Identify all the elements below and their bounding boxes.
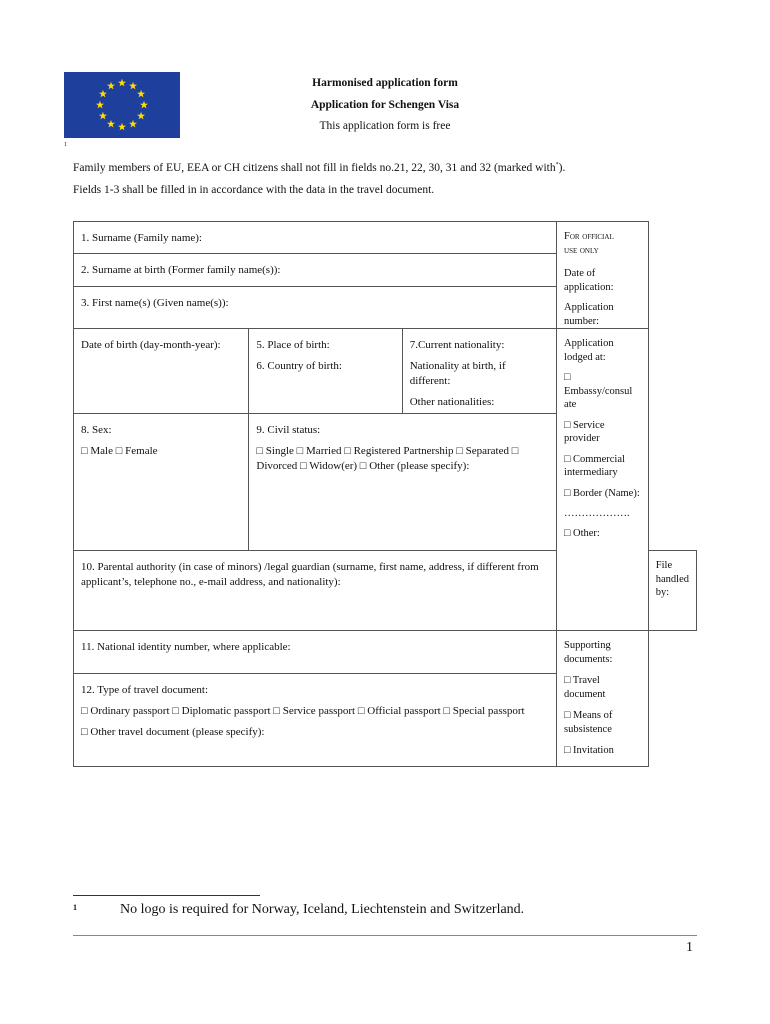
field-national-id[interactable]: 11. National identity number, where applicable: (74, 631, 557, 674)
sex-options: □ Male □ Female (81, 445, 158, 457)
field-civil-status[interactable]: 9. Civil status: □ Single □ Married □ Registered Partnership □ Separated □ Divorced □ Widow(er) □ Other (please specify): (249, 414, 557, 551)
footnote-marker: 1 (64, 142, 67, 148)
field-nationality[interactable]: 7.Current nationality: Nationality at birth, if different: Other nationalities: (402, 329, 556, 414)
travel-document-checkbox[interactable]: □ Travel document (564, 675, 606, 700)
subsistence-checkbox[interactable]: □ Means of subsistence (564, 710, 613, 735)
border-checkbox[interactable]: □ Border (Name): (564, 487, 640, 499)
travel-document-options: □ Ordinary passport □ Diplomatic passport □ Service passport □ Official passport □ Special passport (81, 705, 525, 717)
border-dots: ………………. (564, 508, 630, 519)
date-of-application-label: Date of application: (564, 268, 614, 293)
civil-status-options: □ Single □ Married □ Registered Partnership □ Separated □ Divorced □ Widow(er) □ Other (please specify): (256, 445, 519, 472)
field-first-names[interactable]: 3. First name(s) (Given name(s)): (74, 286, 557, 328)
field-surname-at-birth[interactable]: 2. Surname at birth (Former family name(s)): (74, 254, 557, 286)
footnote-separator (73, 895, 260, 896)
free-note: This application form is free (319, 120, 451, 132)
page-bottom-rule (73, 935, 697, 936)
application-form-table (73, 221, 697, 767)
official-lodged-at: Application lodged at: □ Embassy/consul ate □ Service provider □ Commercial intermediary □ Border (Name): ………………. □ Other: (557, 329, 649, 631)
fields-note: Fields 1-3 shall be filled in in accordance with the data in the travel document. (73, 184, 435, 196)
page-number: 1 (686, 940, 693, 955)
field-sex[interactable]: 8. Sex: □ Male □ Female (74, 414, 249, 551)
footnote-number: 1 (73, 903, 77, 912)
form-subtitle: Application for Schengen Visa (310, 99, 460, 111)
family-members-note: Family members of EU, EEA or CH citizens shall not fill in fields no.21, 22, 30, 31 and 32 (marked with*). (73, 162, 566, 174)
commercial-intermediary-checkbox[interactable]: □ Commercial intermediary (564, 453, 625, 478)
invitation-checkbox[interactable]: □ Invitation (564, 745, 614, 756)
other-travel-document: □ Other travel document (please specify): (81, 726, 265, 738)
field-travel-document-type[interactable]: 12. Type of travel document: □ Ordinary passport □ Diplomatic passport □ Service passport □ Official passport □ Special passport □ Other travel document (please specify): (74, 674, 557, 767)
official-use-header: For official use only Date of application: Application number: (557, 222, 649, 329)
embassy-checkbox[interactable]: □ Embassy/consul ate (564, 372, 633, 410)
official-supporting-documents: Supporting documents: □ Travel document □ Means of subsistence □ Invitation (557, 631, 649, 767)
field-surname[interactable]: 1. Surname (Family name): (74, 222, 557, 254)
field-parental-authority[interactable]: 10. Parental authority (in case of minors) /legal guardian (surname, first name, address, if different from applicant’s, telephone no., e-mail address, and nationality): (74, 551, 557, 631)
field-place-country-of-birth[interactable]: 5. Place of birth: 6. Country of birth: (249, 329, 402, 414)
official-file-handled: File handled by: (648, 551, 696, 631)
eu-flag-icon (64, 72, 180, 138)
field-date-of-birth[interactable]: Date of birth (day-month-year): (74, 329, 249, 414)
application-number-label: Application number: (564, 302, 614, 327)
form-title: Harmonised application form (312, 77, 458, 89)
footnote-text: No logo is required for Norway, Iceland, Liechtenstein and Switzerland. (120, 902, 525, 917)
other-checkbox[interactable]: □ Other: (564, 527, 600, 539)
service-provider-checkbox[interactable]: □ Service provider (564, 419, 605, 444)
